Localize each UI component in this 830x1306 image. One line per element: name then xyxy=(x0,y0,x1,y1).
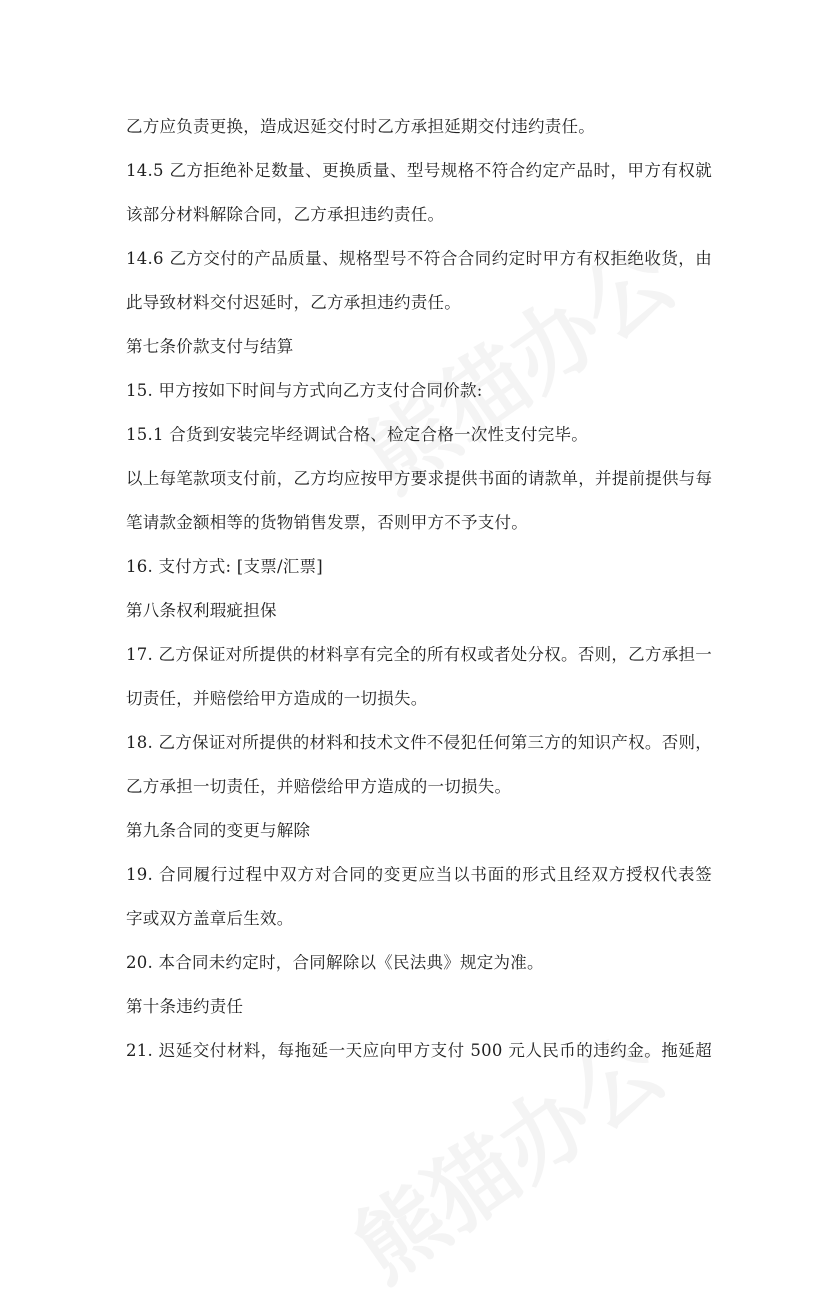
paragraph-line: 切责任，并赔偿给甲方造成的一切损失。 xyxy=(126,689,428,708)
section-heading: 第十条违约责任 xyxy=(126,997,244,1016)
paragraph-line: 以上每笔款项支付前，乙方均应按甲方要求提供书面的请款单，并提前提供与每 xyxy=(126,469,713,488)
paragraph-line: 18. 乙方保证对所提供的材料和技术文件不侵犯任何第三方的知识产权。否则， xyxy=(126,733,712,752)
paragraph-line: 15. 甲方按如下时间与方式向乙方支付合同价款: xyxy=(126,381,483,400)
paragraph-line: 乙方承担一切责任，并赔偿给甲方造成的一切损失。 xyxy=(126,777,512,796)
paragraph-line: 笔请款金额相等的货物销售发票，否则甲方不予支付。 xyxy=(126,513,528,532)
paragraph-line: 16. 支付方式: [支票/汇票] xyxy=(126,557,323,576)
paragraph-line: 19. 合同履行过程中双方对合同的变更应当以书面的形式且经双方授权代表签 xyxy=(126,865,712,884)
section-heading: 第九条合同的变更与解除 xyxy=(126,821,311,840)
document-body xyxy=(126,105,712,1073)
paragraph-line: 15.1 合货到安装完毕经调试合格、检定合格一次性支付完毕。 xyxy=(126,425,588,444)
paragraph-line: 17. 乙方保证对所提供的材料享有完全的所有权或者处分权。否则，乙方承担一 xyxy=(126,645,712,664)
section-heading: 第七条价款支付与结算 xyxy=(126,337,294,356)
section-heading: 第八条权利瑕疵担保 xyxy=(126,601,277,620)
paragraph-line: 20. 本合同未约定时，合同解除以《民法典》规定为准。 xyxy=(126,953,544,972)
paragraph-line: 该部分材料解除合同，乙方承担违约责任。 xyxy=(126,205,445,224)
paragraph-line: 14.6 乙方交付的产品质量、规格型号不符合合同约定时甲方有权拒绝收货，由 xyxy=(126,249,712,268)
paragraph-line: 14.5 乙方拒绝补足数量、更换质量、型号规格不符合约定产品时，甲方有权就 xyxy=(126,161,712,180)
paragraph-line: 字或双方盖章后生效。 xyxy=(126,909,294,928)
paragraph-line: 21. 迟延交付材料，每拖延一天应向甲方支付 500 元人民币的违约金。拖延超 xyxy=(126,1041,712,1060)
paragraph-line: 乙方应负责更换，造成迟延交付时乙方承担延期交付违约责任。 xyxy=(126,117,595,136)
paragraph-line: 此导致材料交付迟延时，乙方承担违约责任。 xyxy=(126,293,461,312)
